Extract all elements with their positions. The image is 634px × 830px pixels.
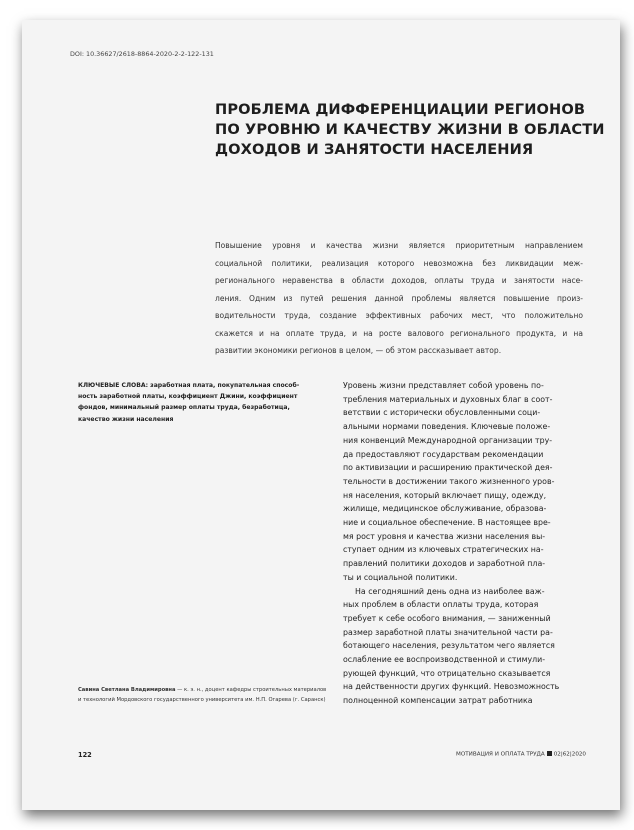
body-line: размер заработной платы значительной части ра-: [343, 627, 553, 637]
journal-page: [22, 20, 620, 810]
body-line: ты и социальной политики.: [343, 572, 458, 582]
body-line: по активизации и расширению практической дея-: [343, 463, 553, 473]
body-line: на действенности других функций. Невозможность: [343, 682, 560, 692]
body-line: тельности в достижении такого жизненного уров-: [343, 476, 555, 486]
abstract-line: ления. Одним из путей решения данной проблемы является повышение произ-: [215, 293, 583, 303]
body-line: ние и социальное обеспечение. В настоящее вре-: [343, 518, 551, 528]
abstract-line: развитии экономики регионов в целом, — об этом рассказывает автор.: [215, 346, 502, 355]
body-line: Уровень жизни представляет собой уровень по-: [343, 381, 544, 390]
journal-footer: [456, 751, 586, 758]
abstract-line: Повышение уровня и качества жизни является приоритетным направлением: [215, 241, 583, 250]
title-line: ПО УРОВНЮ И КАЧЕСТВУ ЖИЗНИ В ОБЛАСТИ: [215, 121, 605, 138]
body-line: полноценной компенсации затрат работника: [343, 696, 533, 706]
author-line: [78, 686, 328, 696]
keywords-line: КЛЮЧЕВЫЕ СЛОВА: заработная плата, покупательная способ-: [78, 382, 300, 389]
body-line: ступает одним из ключевых стратегических на-: [343, 545, 544, 555]
abstract: [215, 237, 583, 360]
body-line: ветствии с исторически обусловленными соци-: [343, 408, 541, 418]
body-line: ния конвенций Международной организации тру-: [343, 435, 553, 445]
abstract-line: водительности труда, создание эффективных рабочих мест, что положительно: [215, 311, 583, 320]
body-line: рующей функций, что отрицательно сказывается: [343, 668, 551, 678]
title-line: ПРОБЛЕМА ДИФФЕРЕНЦИАЦИИ РЕГИОНОВ: [215, 101, 586, 118]
body-line: мя рост уровня и качества жизни населения вы-: [343, 531, 546, 541]
doi-label: DOI: 10.36627/2618-8864-2020-2-2-122-131: [70, 50, 214, 58]
title-line: ДОХОДОВ И ЗАНЯТОСТИ НАСЕЛЕНИЯ: [215, 141, 534, 158]
body-line: жилище, медицинское обслуживание, образова-: [343, 504, 547, 514]
body-line: требует к себе особого внимания, — заниженный: [343, 613, 551, 623]
journal-name: МОТИВАЦИЯ И ОПЛАТА ТРУДА: [456, 751, 545, 758]
journal-issue: 02|62|2020: [553, 751, 586, 758]
body-line: ботающего населения, результатом чего является: [343, 641, 555, 651]
author-info: [78, 686, 328, 705]
keywords-line: качество жизни населения: [78, 415, 174, 423]
body-line: да предоставляют государствам рекомендации: [343, 449, 544, 459]
abstract-line: регионального неравенства в области доходов, оплаты труда и занятости насе-: [215, 276, 583, 285]
body-line: ных проблем в области оплаты труда, которая: [343, 600, 539, 610]
keywords-line: фондов, минимальный размер оплаты труда, безработица,: [78, 404, 290, 412]
abstract-line: социальной политики, реализация которого невозможна без ликвидации меж-: [215, 258, 583, 268]
body-line: правлений политики доходов и заработной пла-: [343, 559, 546, 569]
article-title: [215, 100, 605, 160]
page-number: 122: [78, 751, 92, 759]
body-line: ослабление ее воспроизводственной и стимули-: [343, 655, 546, 665]
body-line: ня населения, который включает пищу, одежду,: [343, 490, 547, 500]
author-affiliation: — к. э. н., доцент кафедры строительных материалов: [175, 687, 327, 693]
author-affiliation-line: и технологий Мордовского государственного университета им. Н.П. Огарева (г. Саранск): [78, 696, 326, 703]
abstract-line: скажется и на оплате труда, и на росте валового регионального продукта, и на: [215, 328, 583, 338]
keywords-block: [78, 380, 316, 425]
author-name: Савина Светлана Владимировна: [78, 687, 176, 693]
body-line: требления материальных и духовных благ в соот-: [343, 394, 553, 404]
body-line: альными нормами поведения. Ключевые положе-: [343, 422, 551, 432]
body-text-column: [343, 379, 587, 708]
square-bullet-icon: [547, 751, 552, 756]
keywords-line: ность заработной платы, коэффициент Джини, коэффициент: [78, 393, 298, 401]
body-line: На сегодняшний день одна из наиболее важ-: [355, 586, 545, 596]
